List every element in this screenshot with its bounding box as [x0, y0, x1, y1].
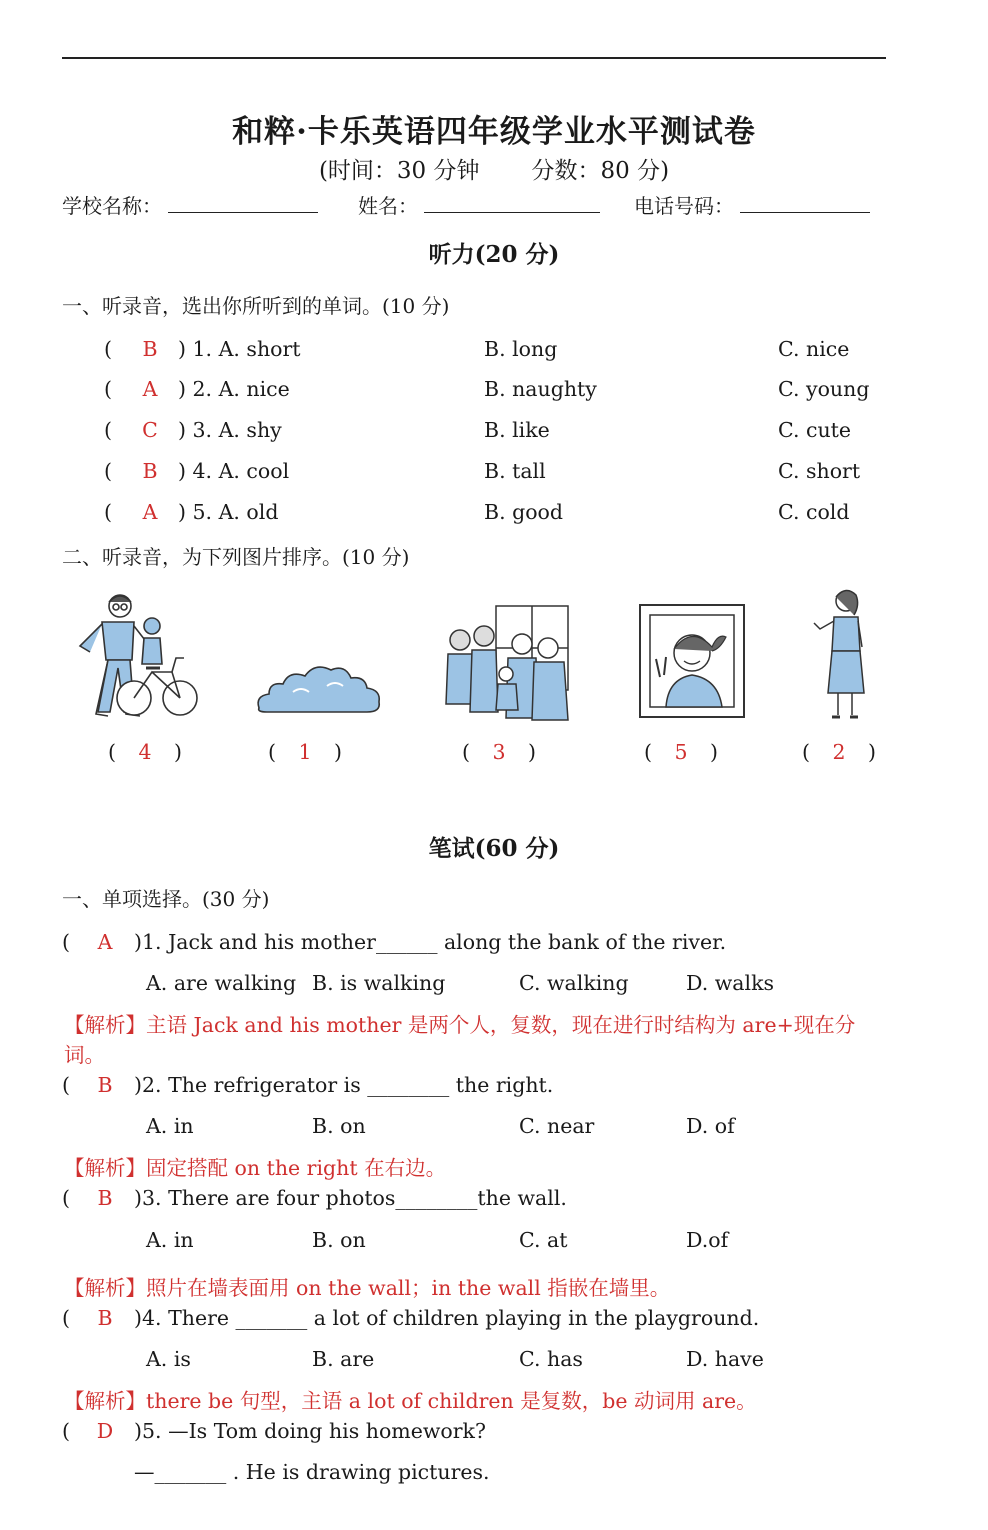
picture-order-answer: ( 4 ): [108, 740, 182, 764]
framed-girl-picture: [638, 603, 748, 721]
school-field: [62, 190, 318, 219]
analysis-text: 照片在墙表面用 on the wall；in the wall 指嵌在墙里。: [146, 1276, 671, 1300]
woman-picture: [808, 585, 872, 723]
phone-label: 电话号码：: [634, 194, 734, 218]
phone-field: [634, 190, 870, 219]
option: B. is walking: [312, 971, 446, 995]
picture-order-answer: ( 3 ): [462, 740, 536, 764]
time-limit: (时间：30 分钟: [318, 158, 480, 184]
bike-picture: [68, 588, 200, 722]
listening-heading: 听力(20 分): [428, 241, 560, 268]
question-stem: )1. Jack and his mother______ along the bank of the river.: [134, 930, 727, 954]
option-c: C. short: [778, 459, 861, 483]
phone-blank[interactable]: [740, 194, 870, 213]
option-c: C. cute: [778, 418, 852, 442]
option: D. have: [686, 1347, 764, 1371]
school-blank[interactable]: [168, 194, 318, 213]
total-score: 分数：80 分): [531, 158, 670, 184]
option-b: B. like: [484, 418, 550, 442]
option: B. are: [312, 1347, 375, 1371]
answer-mark: D: [96, 1419, 114, 1443]
option-b: B. naughty: [484, 377, 597, 401]
analysis-text: 主语 Jack and his mother 是两个人，复数，现在进行时结构为 are+现在分词。: [64, 1013, 856, 1067]
answer-mark: B: [97, 1306, 113, 1330]
listening-part1-heading: 一、听录音，选出你所听到的单词。(10 分): [62, 294, 450, 318]
top-rule: [62, 57, 886, 59]
analysis-text: there be 句型，主语 a lot of children 是复数，be 动词用 are。: [146, 1389, 757, 1413]
analysis-tag: 【解析】: [64, 1156, 146, 1180]
question-stem: )2. The refrigerator is ________ the right.: [134, 1073, 554, 1097]
answer-mark: B: [142, 459, 158, 483]
picture-order-answer: ( 5 ): [644, 740, 718, 764]
school-label: 学校名称：: [62, 194, 162, 218]
option: B. on: [312, 1228, 366, 1252]
name-label: 姓名：: [358, 194, 418, 218]
option-b: B. tall: [484, 459, 546, 483]
answer-mark: A: [142, 377, 158, 401]
option-a: ) 2. A. nice: [178, 377, 290, 401]
answer-mark: A: [142, 500, 158, 524]
analysis-text: 固定搭配 on the right 在右边。: [146, 1156, 447, 1180]
exam-subtitle: [0, 152, 988, 185]
option-a: ) 1. A. short: [178, 337, 301, 361]
option-b: B. long: [484, 337, 558, 361]
analysis: [64, 1153, 894, 1183]
answer-mark: B: [97, 1073, 113, 1097]
name-blank[interactable]: [424, 194, 600, 213]
order-number: 5: [674, 740, 688, 764]
analysis: [64, 1010, 894, 1070]
option: D. of: [686, 1114, 735, 1138]
answer-mark: C: [142, 418, 158, 442]
analysis: [64, 1273, 894, 1303]
option: B. on: [312, 1114, 366, 1138]
order-number: 2: [832, 740, 846, 764]
option-c: C. nice: [778, 337, 850, 361]
option-b: B. good: [484, 500, 564, 524]
option: A. in: [146, 1114, 194, 1138]
order-number: 4: [138, 740, 152, 764]
picture-order-answer: ( 2 ): [802, 740, 876, 764]
option: A. is: [146, 1347, 191, 1371]
picture-order-answer: ( 1 ): [268, 740, 342, 764]
written-part1-heading: 一、单项选择。(30 分): [62, 887, 270, 911]
page-title: 和粹·卡乐英语四年级学业水平测试卷: [232, 114, 756, 150]
analysis-tag: 【解析】: [64, 1276, 146, 1300]
listening-part2-heading: 二、听录音，为下列图片排序。(10 分): [62, 545, 410, 569]
analysis-tag: 【解析】: [64, 1013, 146, 1037]
option: D.of: [686, 1228, 729, 1252]
option-c: C. young: [778, 377, 870, 401]
dialogue-line: —_______ . He is drawing pictures.: [134, 1460, 490, 1484]
cloud-picture: [253, 656, 385, 718]
answer-mark: B: [142, 337, 158, 361]
analysis-tag: 【解析】: [64, 1389, 146, 1413]
option: C. has: [519, 1347, 583, 1371]
question-stem: )5. —Is Tom doing his homework?: [134, 1419, 486, 1443]
option: D. walks: [686, 971, 775, 995]
written-heading: 笔试(60 分): [428, 835, 560, 862]
question-stem: )3. There are four photos________the wall.: [134, 1186, 567, 1210]
option-a: ) 3. A. shy: [178, 418, 282, 442]
option: C. walking: [519, 971, 629, 995]
name-field: [358, 190, 600, 219]
order-number: 1: [298, 740, 312, 764]
answer-mark: B: [97, 1186, 113, 1210]
answer-mark: A: [97, 930, 113, 954]
option: C. near: [519, 1114, 595, 1138]
question-stem: )4. There _______ a lot of children playing in the playground.: [134, 1306, 760, 1330]
family-picture: [438, 604, 582, 722]
analysis: [64, 1386, 894, 1416]
option-a: ) 4. A. cool: [178, 459, 290, 483]
option-c: C. cold: [778, 500, 850, 524]
option: C. at: [519, 1228, 568, 1252]
option-a: ) 5. A. old: [178, 500, 279, 524]
option: A. in: [146, 1228, 194, 1252]
order-number: 3: [492, 740, 506, 764]
option: A. are walking: [146, 971, 297, 995]
